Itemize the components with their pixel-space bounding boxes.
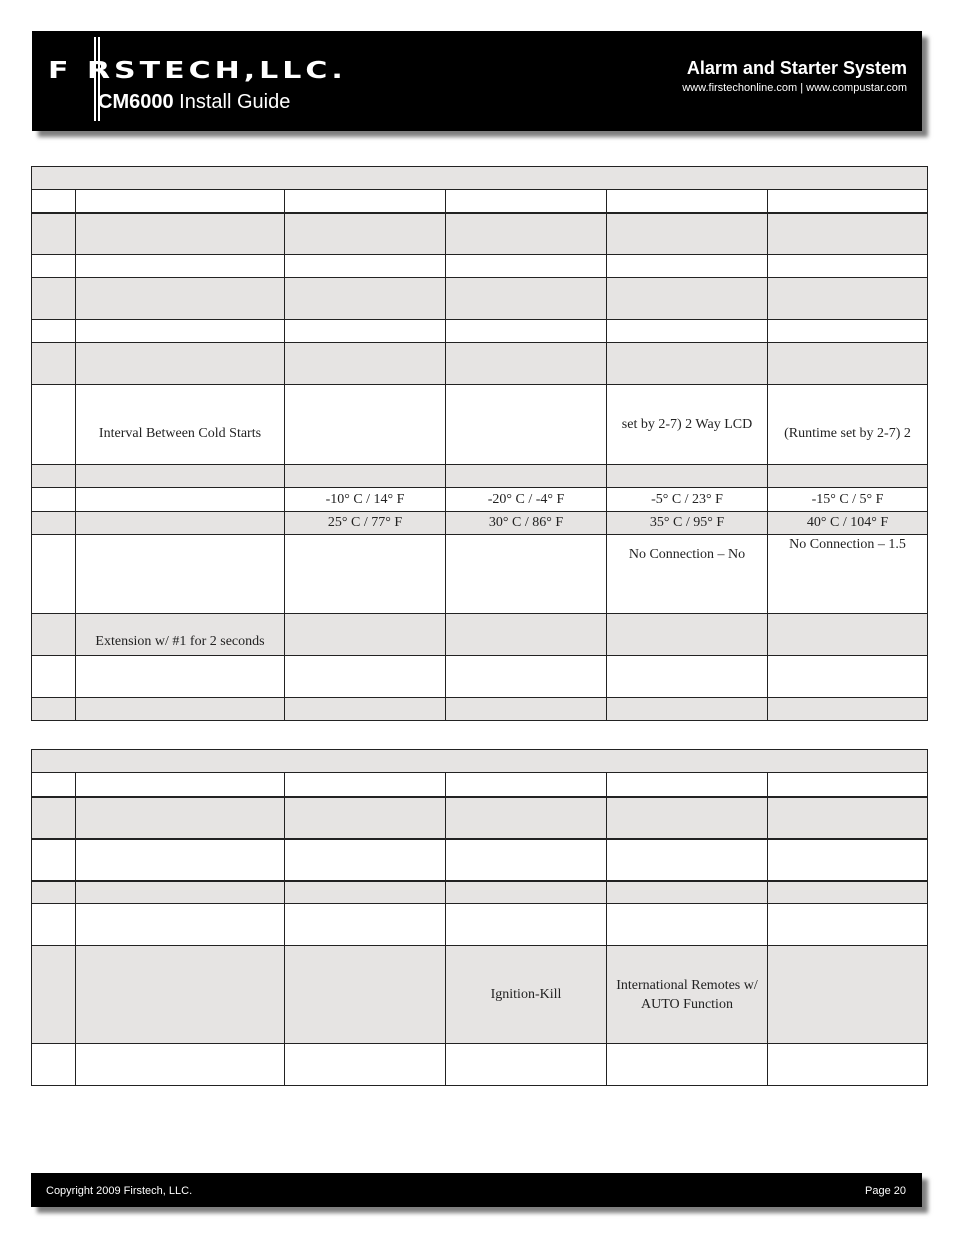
table-row xyxy=(32,465,928,488)
table-row xyxy=(32,613,928,655)
table-row xyxy=(32,797,928,839)
table-row xyxy=(32,881,928,904)
table-row xyxy=(32,385,928,465)
cell-noconn-c4: No Connection – No xyxy=(607,534,768,613)
cell-interval: Interval Between Cold Starts xyxy=(76,385,285,465)
table-row xyxy=(32,511,928,534)
cell-extension: Extension w/ #1 for 2 seconds xyxy=(76,613,285,655)
table-row xyxy=(32,488,928,511)
table-header-row xyxy=(32,190,928,213)
cell-noconn-c5: No Connection – 1.5 xyxy=(768,534,928,613)
cell-hot-c2: 25° C / 77° F xyxy=(285,511,446,534)
options-table-1 xyxy=(31,166,928,721)
copyright-text: Copyright 2009 Firstech, LLC. xyxy=(46,1185,193,1197)
table-row xyxy=(32,839,928,881)
cell-hot-c3: 30° C / 86° F xyxy=(446,511,607,534)
header-title: Alarm and Starter System xyxy=(686,58,907,78)
table-row xyxy=(32,946,928,1044)
page-number: Page 20 xyxy=(865,1185,906,1197)
cell-cold-c5: -15° C / 5° F xyxy=(768,488,928,511)
product-name: CM6000 xyxy=(98,91,174,113)
page-header xyxy=(32,31,922,131)
table-row xyxy=(32,255,928,278)
cell-intl-remotes: International Remotes w/ AUTO Function xyxy=(607,946,768,1044)
firstech-logo: F RSTECH,LLC. xyxy=(48,57,347,85)
table-row xyxy=(32,343,928,385)
guide-label: Install Guide xyxy=(179,91,291,113)
header-urls: www.firstechonline.com | www.compustar.com xyxy=(682,82,907,94)
table-row xyxy=(32,213,928,255)
cell-cold-c4: -5° C / 23° F xyxy=(607,488,768,511)
cell-hot-c4: 35° C / 95° F xyxy=(607,511,768,534)
options-table-2 xyxy=(31,749,928,1086)
guide-subtitle xyxy=(98,91,290,114)
table-row xyxy=(32,697,928,720)
cell-ignition-kill: Ignition-Kill xyxy=(446,946,607,1044)
cell-cold-c2: -10° C / 14° F xyxy=(285,488,446,511)
table-row xyxy=(32,1044,928,1086)
cell-interval-c5: (Runtime set by 2-7) 2 xyxy=(768,385,928,465)
table-title-row xyxy=(32,750,928,773)
table-row xyxy=(32,278,928,320)
table-row xyxy=(32,655,928,697)
table-title-row xyxy=(32,167,928,190)
table-row xyxy=(32,320,928,343)
table-row xyxy=(32,904,928,946)
cell-interval-c4: set by 2-7) 2 Way LCD xyxy=(607,385,768,465)
cell-cold-c3: -20° C / -4° F xyxy=(446,488,607,511)
page-footer xyxy=(31,1173,922,1207)
table-row xyxy=(32,534,928,613)
table-header-row xyxy=(32,773,928,797)
cell-hot-c5: 40° C / 104° F xyxy=(768,511,928,534)
